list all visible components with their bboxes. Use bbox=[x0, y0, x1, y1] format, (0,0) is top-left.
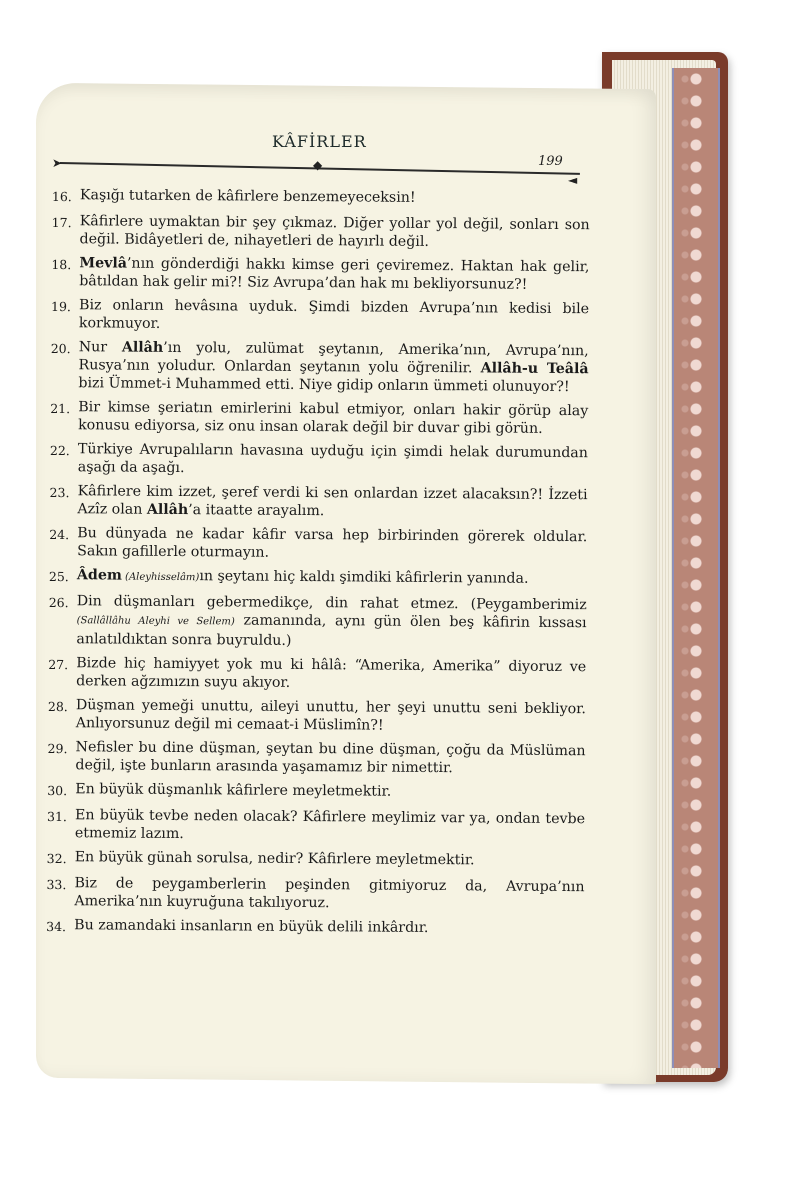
item-text bbox=[75, 738, 585, 778]
bold-text: Mevlâ bbox=[79, 255, 128, 272]
item-number: 22. bbox=[49, 442, 70, 459]
item-number: 32. bbox=[46, 850, 67, 867]
text-run: Kaşığı tutarken de kâfirlere benzemeyeceksin! bbox=[79, 187, 416, 206]
chapter-title: KÂFİRLER bbox=[272, 132, 367, 151]
list-item bbox=[49, 566, 587, 590]
rule-arrow-left-icon: ➤ bbox=[52, 156, 63, 170]
item-number: 31. bbox=[46, 808, 67, 825]
item-text bbox=[76, 592, 586, 652]
entries-list bbox=[46, 186, 590, 946]
list-item bbox=[47, 780, 585, 804]
list-item bbox=[47, 806, 585, 846]
item-number: 25. bbox=[48, 568, 69, 585]
text-run: ’a itaatte arayalım. bbox=[188, 502, 325, 520]
item-number: 30. bbox=[47, 782, 68, 799]
list-item bbox=[50, 338, 588, 396]
text-run: bizi Ümmet-i Muhammed etti. Niye gidip onların ümmeti olunuyor?! bbox=[78, 375, 570, 396]
text-run: En büyük tevbe neden olacak? Kâfirlere meylimiz var ya, ondan tevbe etmemiz lazım. bbox=[74, 807, 586, 843]
text-run: Bizde hiç hamiyyet yok mu ki hâlâ: “Amerika, Amerika” diyoruz ve derken ağzımızın suyu akıyor. bbox=[76, 655, 587, 691]
text-run: Bu dünyada ne kadar kâfir varsa hep birbirinden görerek oldular. Sakın gafillerle oturmayın. bbox=[77, 525, 588, 561]
text-run: En büyük günah sorulsa, nedir? Kâfirlere meyletmektir. bbox=[74, 849, 475, 869]
list-item bbox=[49, 482, 587, 522]
text-run: Biz onların hevâsına uyduk. Şimdi bizden Avrupa’nın kedisi bile korkmuyor. bbox=[78, 297, 590, 332]
bold-text: Allâh bbox=[121, 339, 164, 356]
item-number: 23. bbox=[49, 484, 70, 501]
list-item bbox=[52, 212, 590, 252]
list-item bbox=[50, 440, 588, 480]
list-item bbox=[51, 296, 589, 336]
text-run: Bu zamandaki insanların en büyük delili inkârdır. bbox=[74, 917, 429, 936]
item-number: 28. bbox=[47, 698, 68, 715]
text-run: En büyük düşmanlık kâfirlere meyletmektir. bbox=[75, 781, 392, 800]
rule-ornament-icon: ◆ bbox=[313, 158, 323, 172]
item-text bbox=[76, 654, 586, 694]
list-item bbox=[51, 254, 589, 294]
item-number: 27. bbox=[48, 656, 69, 673]
item-text bbox=[79, 296, 589, 336]
list-item bbox=[49, 524, 587, 564]
item-number: 20. bbox=[50, 340, 71, 357]
list-item bbox=[46, 874, 584, 914]
item-text bbox=[78, 338, 588, 396]
item-number: 24. bbox=[49, 526, 70, 543]
item-text bbox=[78, 398, 588, 438]
item-number: 17. bbox=[51, 214, 72, 231]
list-item bbox=[46, 916, 584, 940]
item-number: 16. bbox=[51, 188, 72, 205]
list-item bbox=[47, 738, 585, 778]
text-run: Kâfirlere kim izzet, şeref verdi ki sen onlardan izzet alacaksın?! İzzeti Azîz olan bbox=[77, 483, 588, 518]
text-run: Bir kimse şeriatın emirlerini kabul etmiyor, onları hakir görüp alay konusu ediyorsa, siz onu insan olarak değil bir duvar gibi görün. bbox=[78, 399, 589, 437]
item-text bbox=[77, 482, 587, 522]
item-text bbox=[79, 254, 589, 294]
list-item bbox=[48, 654, 586, 694]
item-number: 34. bbox=[46, 918, 67, 935]
item-number: 26. bbox=[48, 594, 69, 611]
list-item bbox=[48, 592, 586, 652]
rule-arrow-right-icon: ◄ bbox=[568, 173, 578, 187]
list-item bbox=[47, 848, 585, 872]
text-run: Din düşmanları gebermedikçe, din rahat etmez. (Peygamberimiz bbox=[76, 593, 587, 614]
page-number: 199 bbox=[538, 154, 563, 169]
bold-text: Allâh bbox=[146, 501, 189, 519]
text-run: Düşman yemeği unuttu, aileyi unuttu, her şeyi unuttu seni bekliyor. Anlıyorsunuz değil mi cemaat-i Müslimîn?! bbox=[75, 697, 586, 734]
text-run: Türkiye Avrupalıların havasına uyduğu için şimdi helak durumundan aşağı da aşağı. bbox=[77, 441, 588, 477]
item-number: 18. bbox=[51, 256, 72, 273]
item-number: 19. bbox=[50, 298, 72, 315]
list-item bbox=[52, 186, 590, 210]
item-number: 33. bbox=[46, 876, 67, 893]
item-text bbox=[75, 848, 585, 872]
text-run: Nefisler bu dine düşman, şeytan bu dine düşman, çoğu da Müslüman değil, işte bunların arasında yaşamamız bir nimettir. bbox=[75, 739, 586, 777]
item-text bbox=[75, 780, 585, 804]
list-item bbox=[48, 696, 586, 736]
text-run: ın şeytanı hiç kaldı şimdiki kâfirlerin yanında. bbox=[199, 568, 529, 587]
text-run: ’ın yolu, zulümat şeytanın, Amerika’nın, Avrupa’nın, Rusya’nın yoludur. Onlardan şeytanın yolu öğrenilir. bbox=[78, 339, 589, 377]
text-run: Kâfirlere uymaktan bir şey çıkmaz. Diğer yollar yol değil, sonları son değil. Bidâyetleri de, nihayetleri de hayırlı değil. bbox=[79, 213, 590, 250]
item-number: 29. bbox=[47, 740, 68, 757]
text-run: zamanında, aynı gün ölen beş kâfirin kıssası anlatıldıktan sonra buyruldu.) bbox=[76, 612, 587, 649]
item-text bbox=[75, 806, 585, 846]
item-text bbox=[76, 696, 586, 736]
item-text bbox=[74, 916, 584, 940]
item-text bbox=[80, 212, 590, 252]
item-number: 21. bbox=[50, 400, 71, 417]
text-run: ’nın gönderdiği hakkı kimse geri çeviremez. Haktan hak gelir, bâtıldan hak gelir mi?! Siz Avrupa’dan hak mı bekliyorsunuz?! bbox=[79, 255, 590, 293]
text-run: Nur bbox=[78, 339, 122, 356]
text-run: Biz de peygamberlerin peşinden gitmiyoruz da, Avrupa’nın Amerika’nın kuyruğuna takılıyoruz. bbox=[74, 875, 585, 912]
honorific-text: (Aleyhisselâm) bbox=[121, 571, 200, 584]
item-text bbox=[80, 186, 590, 210]
item-text bbox=[77, 566, 587, 590]
bold-text: Âdem bbox=[76, 567, 122, 584]
list-item bbox=[50, 398, 588, 438]
ornamental-edge-pattern bbox=[672, 68, 720, 1068]
item-text bbox=[78, 440, 588, 480]
honorific-text: (Sallâllâhu Aleyhi ve Sellem) bbox=[76, 615, 235, 628]
bold-text: Allâh-u Teâlâ bbox=[480, 360, 589, 378]
item-text bbox=[74, 874, 584, 914]
item-text bbox=[77, 524, 587, 564]
